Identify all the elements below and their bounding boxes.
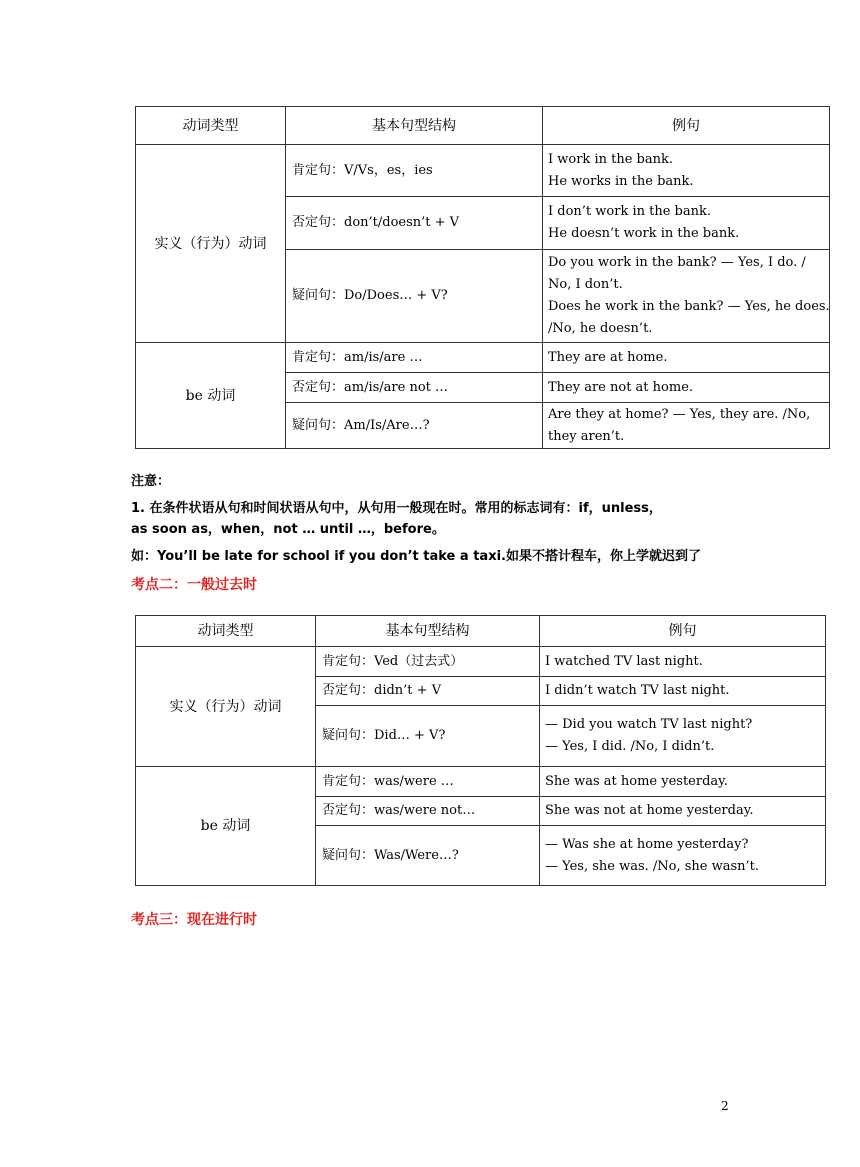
example-cell (540, 797, 826, 826)
example-cell (543, 403, 830, 449)
pattern-cell: 否定句：don’t/doesn’t + V (286, 197, 543, 250)
example-cell (543, 250, 830, 343)
pattern-cell: 肯定句：was/were … (316, 767, 540, 797)
example-cell (540, 677, 826, 706)
pattern-cell: 疑问句：Did… + V? (316, 706, 540, 767)
example-cell (540, 647, 826, 677)
example-line: — Did you watch TV last night? (545, 717, 753, 732)
pattern-cell: 否定句：didn’t + V (316, 677, 540, 706)
pattern-cell: 否定句：was/were not… (316, 797, 540, 826)
grammar-table-past (135, 615, 826, 886)
example-line: they aren’t. (548, 428, 625, 444)
example-cell (543, 197, 830, 250)
table-header-pattern: 基本句型结构 (286, 107, 543, 145)
example-line: I watched TV last night. (545, 653, 703, 669)
pattern-cell: 疑问句：Do/Does… + V? (286, 250, 543, 343)
table-header-verb-type: 动词类型 (136, 616, 316, 647)
pattern-cell: 否定句：am/is/are not … (286, 373, 543, 403)
table-header-example: 例句 (543, 107, 830, 145)
verb-type-cell: 实义（行为）动词 (136, 647, 316, 767)
example-line: No, I don’t. (548, 277, 623, 292)
table-header-verb-type: 动词类型 (136, 107, 286, 145)
example-line: He doesn’t work in the bank. (548, 226, 740, 241)
example-line: They are not at home. (548, 379, 694, 395)
note-item-line: 1. 在条件状语从句和时间状语从句中，从句用一般现在时。常用的标志词有：if，unless， (131, 501, 662, 516)
note-example: 如：You’ll be late for school if you don’t take a taxi.如果不搭计程车，你上学就迟到了 (131, 549, 701, 564)
example-cell (540, 706, 826, 767)
section-title-present-continuous: 考点三：现在进行时 (131, 912, 257, 928)
table-header-pattern: 基本句型结构 (316, 616, 540, 647)
page-number: 2 (721, 1099, 729, 1113)
pattern-cell: 肯定句：am/is/are … (286, 343, 543, 373)
example-line: She was not at home yesterday. (545, 803, 754, 818)
example-line: — Was she at home yesterday? (545, 836, 749, 852)
verb-type-cell: be 动词 (136, 343, 286, 449)
verb-type-cell: 实义（行为）动词 (136, 145, 286, 343)
example-cell (543, 343, 830, 373)
example-line: /No, he doesn’t. (548, 321, 653, 336)
example-line: — Yes, I did. /No, I didn’t. (545, 739, 715, 754)
grammar-table-present (135, 106, 830, 449)
table-header-example: 例句 (540, 616, 826, 647)
verb-type-cell: be 动词 (136, 767, 316, 886)
note-item-line: as soon as，when，not … until …，before。 (131, 522, 445, 537)
example-cell (540, 767, 826, 797)
example-line: They are at home. (548, 349, 668, 365)
example-cell (540, 826, 826, 886)
example-line: I don’t work in the bank. (548, 204, 711, 219)
example-line: Are they at home? — Yes, they are. /No, (548, 406, 811, 422)
example-cell (543, 145, 830, 197)
example-cell (543, 373, 830, 403)
pattern-cell: 疑问句：Was/Were…? (316, 826, 540, 886)
example-line: Do you work in the bank? — Yes, I do. / (548, 255, 806, 270)
section-title-past-tense: 考点二：一般过去时 (131, 577, 257, 593)
example-line: Does he work in the bank? — Yes, he does. (548, 299, 830, 314)
note-heading: 注意： (131, 474, 171, 489)
example-line: I work in the bank. (548, 151, 673, 167)
pattern-cell: 肯定句：V/Vs，es，ies (286, 145, 543, 197)
example-line: He works in the bank. (548, 173, 694, 189)
example-line: She was at home yesterday. (545, 773, 728, 789)
pattern-cell: 疑问句：Am/Is/Are…? (286, 403, 543, 449)
example-line: — Yes, she was. /No, she wasn’t. (545, 858, 760, 874)
pattern-cell: 肯定句：Ved（过去式） (316, 647, 540, 677)
example-line: I didn’t watch TV last night. (545, 683, 730, 698)
